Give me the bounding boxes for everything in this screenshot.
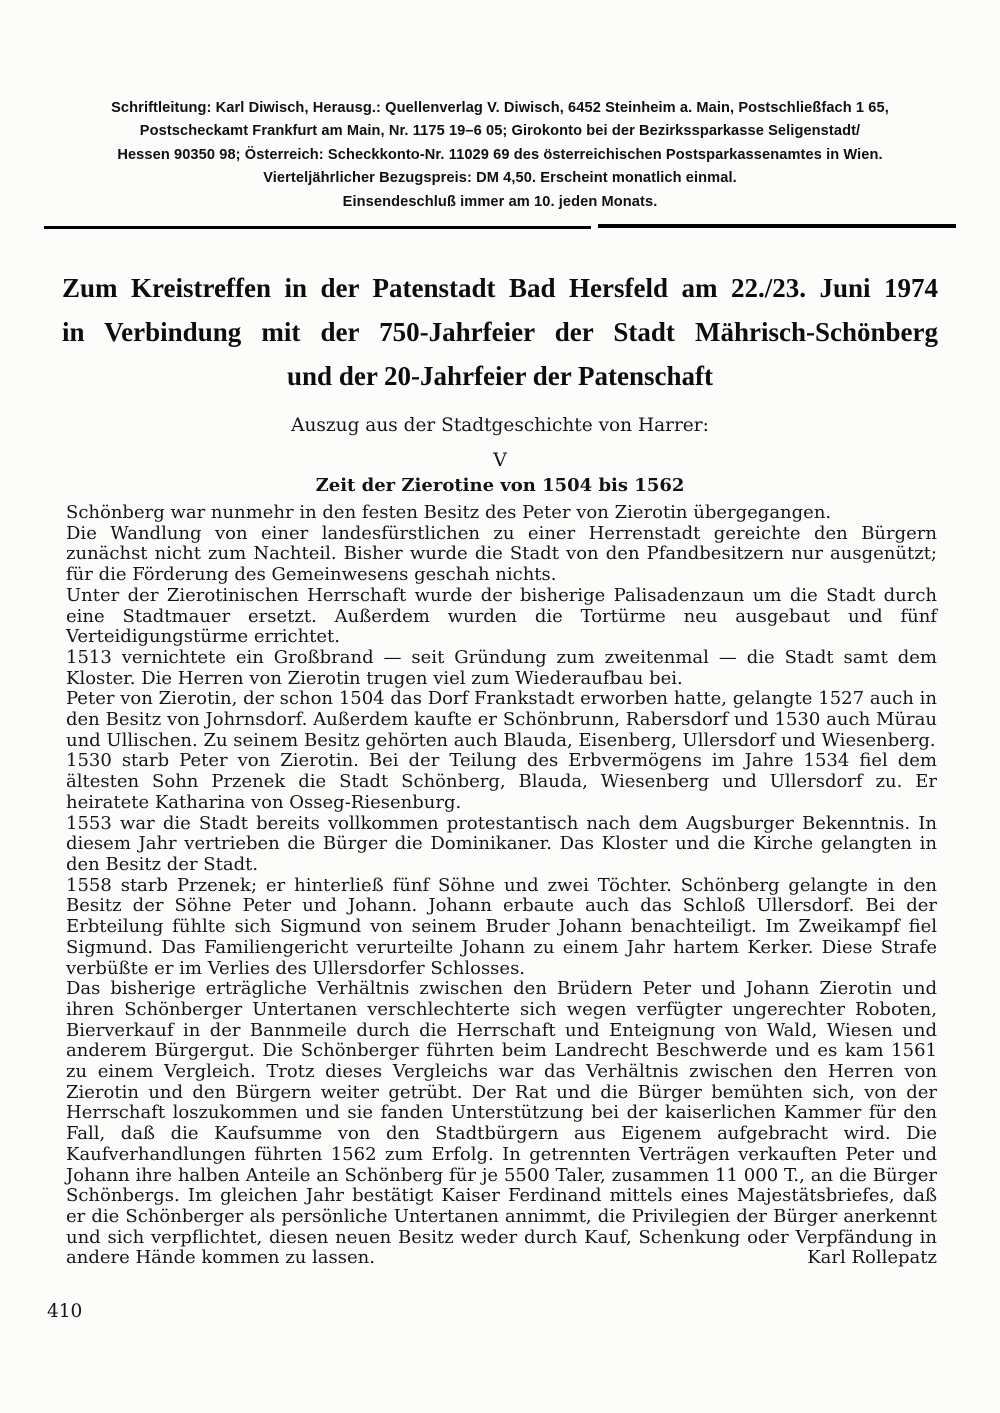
article-paragraph: Unter der Zierotinischen Herrschaft wurde der bisherige Palisadenzaun um die Stadt durch eine Stadtmauer ersetzt. Außerdem wurden die Tortürme neu ausgebaut und fünf Verteidigungstürme errichtet. [66,584,937,648]
masthead-line: Einsendeschluß immer am 10. jeden Monats. [342,193,658,210]
masthead-line: Schriftleitung: Karl Diwisch, Herausg.: Quellenverlag V. Diwisch, 6452 Steinheim a. Main, Postschließfach 1 65, [111,100,889,116]
divider-rule-left-segment [44,226,591,229]
divider-rule [44,223,956,230]
article-paragraph: Die Wandlung von einer landesfürstlichen zu einer Herrenstadt gereichte den Bürgern zunächst nicht zum Nachteil. Bisher wurde die Stadt von den Pfandbesitzern nur ausgenützt; für die Förderung des Gemeinwesens geschah nichts. [66,522,937,586]
author-signature: Karl Rollepatz [807,1247,937,1269]
article-paragraph: 1513 vernichtete ein Großbrand — seit Gründung zum zweitenmal — die Stadt samt dem Kloster. Die Herren von Zierotin trugen viel zum Wiederaufbau bei. [66,646,937,689]
masthead-line: Postscheckamt Frankfurt am Main, Nr. 1175 19–6 05; Girokonto bei der Bezirkssparkasse Seligenstadt/ [139,123,861,140]
article-title-line: und der 20-Jahrfeier der Patenschaft [287,361,713,392]
article-paragraph: Schönberg war nunmehr in den festen Besitz des Peter von Zierotin übergegangen. [66,502,832,524]
section-numeral: V [493,449,507,472]
masthead-line: Hessen 90350 98; Österreich: Scheckkonto-Nr. 11029 69 des österreichischen Postsparkassenamtes in Wien. [117,146,883,163]
article-title-line: Zum Kreistreffen in der Patenstadt Bad Hersfeld am 22./23. Juni 1974 [62,273,938,304]
article-paragraph: Peter von Zierotin, der schon 1504 das Dorf Frankstadt erworben hatte, gelangte 1527 auch in den Besitz von Johrnsdorf. Außerdem kaufte er Schönbrunn, Rabersdorf und 1530 auch Mürau und Ullischen. Zu seinem Besitz gehörten auch Blauda, Eisenberg, Ullersdorf und Wiesenberg. [66,688,937,751]
article-body [66,503,937,1269]
page-number: 410 [47,1301,83,1323]
section-heading: Zeit der Zierotine von 1504 bis 1562 [315,475,685,497]
article-paragraph: 1553 war die Stadt bereits vollkommen protestantisch nach dem Augsburger Bekenntnis. In diesem Jahr vertrieben die Bürger die Dominikaner. Das Kloster und die Kirche gelangten in den Besitz der Stadt. [66,812,937,875]
divider-rule-right-segment [598,224,956,228]
masthead-line: Vierteljährlicher Bezugspreis: DM 4,50. Erscheint monatlich einmal. [263,170,737,187]
article-title [62,266,938,398]
article-paragraph: 1530 starb Peter von Zierotin. Bei der Teilung des Erbvermögens im Jahre 1534 fiel dem ältesten Sohn Przenek die Stadt Schönberg, Blauda, Wiesenberg und Ullersdorf zu. Er heiratete Katharina von Osseg-Riesenburg. [66,750,937,813]
article-paragraph: 1558 starb Przenek; er hinterließ fünf Söhne und zwei Töchter. Schönberg gelangte in den Besitz der Söhne Peter und Johann. Johann erbaute auch das Schloß Ullersdorf. Bei der Erbteilung fühlte sich Sigmund von seinem Bruder Johann benachteiligt. Im Zweikampf fiel Sigmund. Das Familiengericht verurteilte Johann zu einem Jahr hartem Kerker. Diese Strafe verbüßte er im Verlies des Ullersdorfer Schlosses. [66,874,937,979]
article-paragraph: Das bisherige erträgliche Verhältnis zwischen den Brüdern Peter und Johann Zierotin und ihren Schönberger Untertanen verschlechterte sich wegen verfügter ungerechter Roboten, Bierverkauf in der Bannmeile durch die Herrschaft und Enteignung von Wald, Wiesen und anderem Bürgergut. Die Schönberger führten beim Landrecht Beschwerde und es kam 1561 zu einem Vergleich. Trotz dieses Vergleichs war das Verhältnis zwischen den Herren von Zierotin und den Bürgern weiter getrübt. Der Rat und die Bürger bemühten sich, von der Herrschaft loszukommen und sie fanden Unterstützung bei der kaiserlichen Kammer für den Fall, daß die Kaufsumme von den Stadtbürgern aus Eigenem aufgebracht wird. Die Kaufverhandlungen führten 1562 zum Erfolg. In getrennten Verträgen verkauften Peter und Johann ihre halben Anteile an Schönberg für je 5500 Taler, zusammen 11 000 T., an die Bürger Schönbergs. Im gleichen Jahr bestätigt Kaiser Ferdinand mittels eines Majestätsbriefes, daß er die Schönberger als persönliche Untertanen annimmt, die Privilegien der Bürger anerkennt und sich verpflichtet, diesen neuen Besitz weder durch Kauf, Schenkung oder Verpfändung in andere Hände kommen zu lassen. [66,978,937,1269]
masthead [0,0,1000,214]
article [0,266,1000,1269]
article-title-line: in Verbindung mit der 750-Jahrfeier der Stadt Mährisch-Schönberg [62,317,938,348]
article-subtitle: Auszug aus der Stadtgeschichte von Harrer: [291,415,709,437]
